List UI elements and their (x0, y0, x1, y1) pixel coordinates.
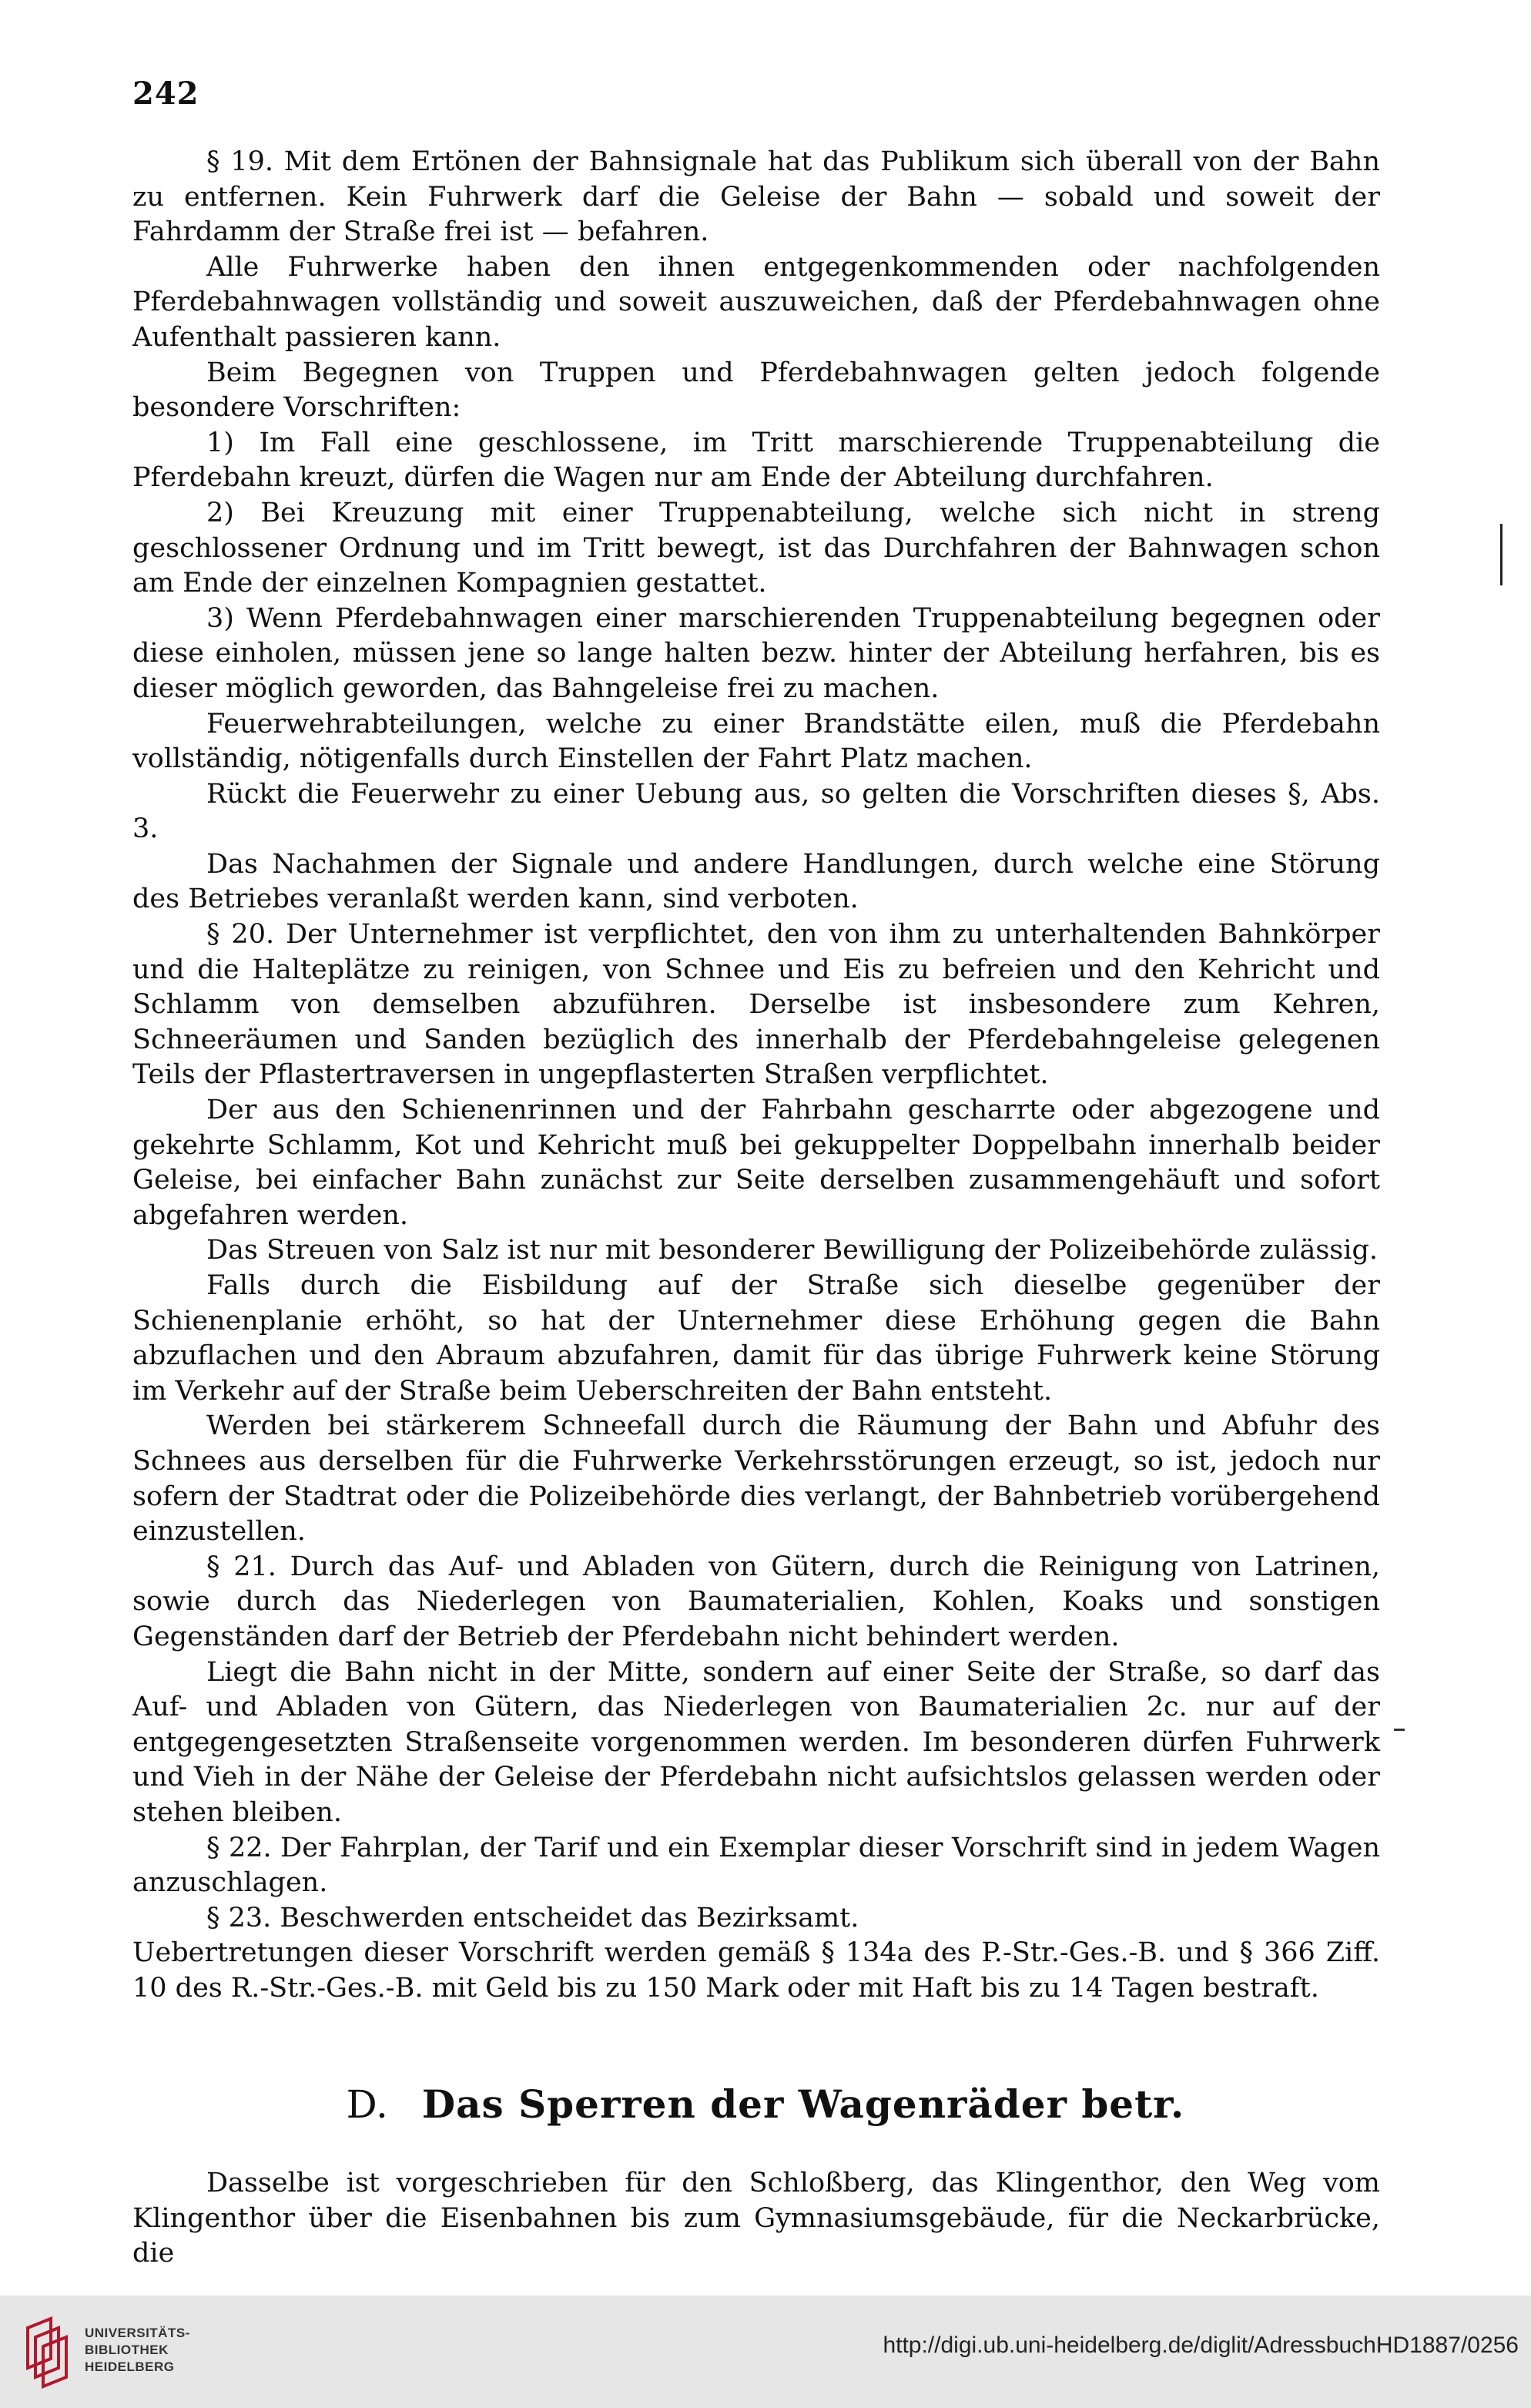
margin-mark (1500, 524, 1503, 585)
page-number: 242 (132, 75, 199, 112)
paragraph: Uebertretungen dieser Vorschrift werden gemäß § 134a des P.-Str.-Ges.-B. und § 366 Ziff. 10 des R.-Str.-Ges.-B. mit Geld bis zu 150 Mark oder mit Haft bis zu 14 Tagen bestraft. (132, 1937, 1380, 2004)
library-name-line: BIBLIOTHEK (85, 2343, 169, 2357)
paragraph: § 23. Beschwerden entscheidet das Bezirksamt. (206, 1902, 859, 1933)
paragraph: Das Streuen von Salz ist nur mit besonderer Bewilligung der Polizeibehörde zulässig. (206, 1235, 1378, 1266)
paragraph: Falls durch die Eisbildung auf der Straße sich dieselbe gegenüber der Schienenplanie erhöht, so hat der Unternehmer diese Erhöhung gegen die Bahn abzuflachen und den Abraum abzufahren, damit für das übrige Fuhrwerk keine Störung im Verkehr auf der Straße beim Ueberschreiten der Bahn entsteht. (132, 1270, 1380, 1407)
library-name-line: UNIVERSITÄTS- (85, 2326, 190, 2340)
paragraph: Das Nachahmen der Signale und andere Handlungen, durch welche eine Störung des Betriebes veranlaßt werden kann, sind verboten. (132, 848, 1380, 915)
paragraph: Liegt die Bahn nicht in der Mitte, sondern auf einer Seite der Straße, so darf das Auf- und Abladen von Gütern, das Niederlegen von Baumaterialien 2c. nur auf der entgegengesetzten Straßenseite vorgenommen werden. Im besonderen dürfen Fuhrwerk und Vieh in der Nähe der Geleise der Pferdebahn nicht aufsichtslos gelassen werden oder stehen bleiben. (132, 1656, 1380, 1828)
paragraph: § 21. Durch das Auf- und Abladen von Gütern, durch die Reinigung von Latrinen, sowie durch das Niederlegen von Baumaterialien, Kohlen, Koaks und sonstigen Gegenständen darf der Betrieb der Pferdebahn nicht behindert werden. (132, 1551, 1380, 1652)
paragraph: Rückt die Feuerwehr zu einer Uebung aus, so gelten die Vorschriften dieses §, Abs. 3. (132, 778, 1380, 845)
paragraph: Der aus den Schienenrinnen und der Fahrbahn gescharrte oder abgezogene und gekehrte Schlamm, Kot und Kehricht muß bei gekuppelter Doppelbahn innerhalb beider Geleise, bei einfacher Bahn zunächst zur Seite derselben zusammengehäuft und sofort abgefahren werden. (132, 1095, 1380, 1231)
paragraph: 1) Im Fall eine geschlossene, im Tritt marschierende Truppenabteilung die Pferdebahn kreuzt, dürfen die Wagen nur am Ende der Abteilung durchfahren. (132, 427, 1380, 494)
paragraph: Werden bei stärkerem Schneefall durch die Räumung der Bahn und Abfuhr des Schnees aus derselben für die Fuhrwerke Verkehrsstörungen erzeugt, so ist, jedoch nur sofern der Stadtrat oder die Polizeibehörde dies verlangt, der Bahnbetrieb vorübergehend einzustellen. (132, 1410, 1380, 1548)
paragraph: Alle Fuhrwerke haben den ihnen entgegenkommenden oder nachfolgenden Pferdebahnwagen vollständig und soweit auszuweichen, daß der Pferdebahnwagen ohne Aufenthalt passieren kann. (132, 251, 1380, 353)
margin-dash (1394, 1729, 1405, 1731)
section-heading (0, 2081, 1531, 2128)
library-name-line: HEIDELBERG (85, 2359, 175, 2374)
library-name (85, 2325, 190, 2376)
paragraph: 2) Bei Kreuzung mit einer Truppenabteilung, welche sich nicht in streng geschlossener Ordnung und im Tritt bewegt, ist das Durchfahren der Bahnwagen schon am Ende der einzelnen Kompagnien gestattet. (132, 497, 1380, 599)
university-library-logo-icon (22, 2312, 72, 2390)
paragraph: Dasselbe ist vorgeschrieben für den Schloßberg, das Klingenthor, den Weg vom Klingenthor über die Eisenbahnen bis zum Gymnasiumsgebäude, für die Neckarbrücke, die (132, 2168, 1380, 2269)
paragraph: Beim Begegnen von Truppen und Pferdebahnwagen gelten jedoch folgende besondere Vorschriften: (132, 357, 1380, 424)
paragraph: § 19. Mit dem Ertönen der Bahnsignale hat das Publikum sich überall von der Bahn zu entfernen. Kein Fuhrwerk darf die Geleise der Bahn — sobald und soweit der Fahrdamm der Straße frei ist — befahren. (132, 146, 1380, 248)
section-d-text (132, 2166, 1380, 2272)
source-url-link[interactable]: http://digi.ub.uni-heidelberg.de/diglit/AdressbuchHD1887/0256 (883, 2333, 1519, 2358)
section-title: Das Sperren der Wagenräder betr. (421, 2081, 1185, 2127)
digitization-footer (0, 2296, 1531, 2408)
ordinance-text (132, 145, 1380, 2006)
section-letter: D. (346, 2082, 388, 2127)
paragraph: § 22. Der Fahrplan, der Tarif und ein Exemplar dieser Vorschrift sind in jedem Wagen anzuschlagen. (132, 1832, 1380, 1899)
paragraph: § 20. Der Unternehmer ist verpflichtet, den von ihm zu unterhaltenden Bahnkörper und die Halteplätze zu reinigen, von Schnee und Eis zu befreien und den Kehricht und Schlamm von demselben abzuführen. Derselbe ist insbesondere zum Kehren, Schneeräumen und Sanden bezüglich des innerhalb der Pferdebahngeleise gelegenen Teils der Pflastertraversen in ungepflasterten Straßen verpflichtet. (132, 919, 1380, 1091)
paragraph: 3) Wenn Pferdebahnwagen einer marschierenden Truppenabteilung begegnen oder diese einholen, müssen jene so lange halten bezw. hinter der Abteilung herfahren, bis es dieser möglich geworden, das Bahngeleise frei zu machen. (132, 602, 1380, 704)
paragraph: Feuerwehrabteilungen, welche zu einer Brandstätte eilen, muß die Pferdebahn vollständig, nötigenfalls durch Einstellen der Fahrt Platz machen. (132, 708, 1380, 775)
